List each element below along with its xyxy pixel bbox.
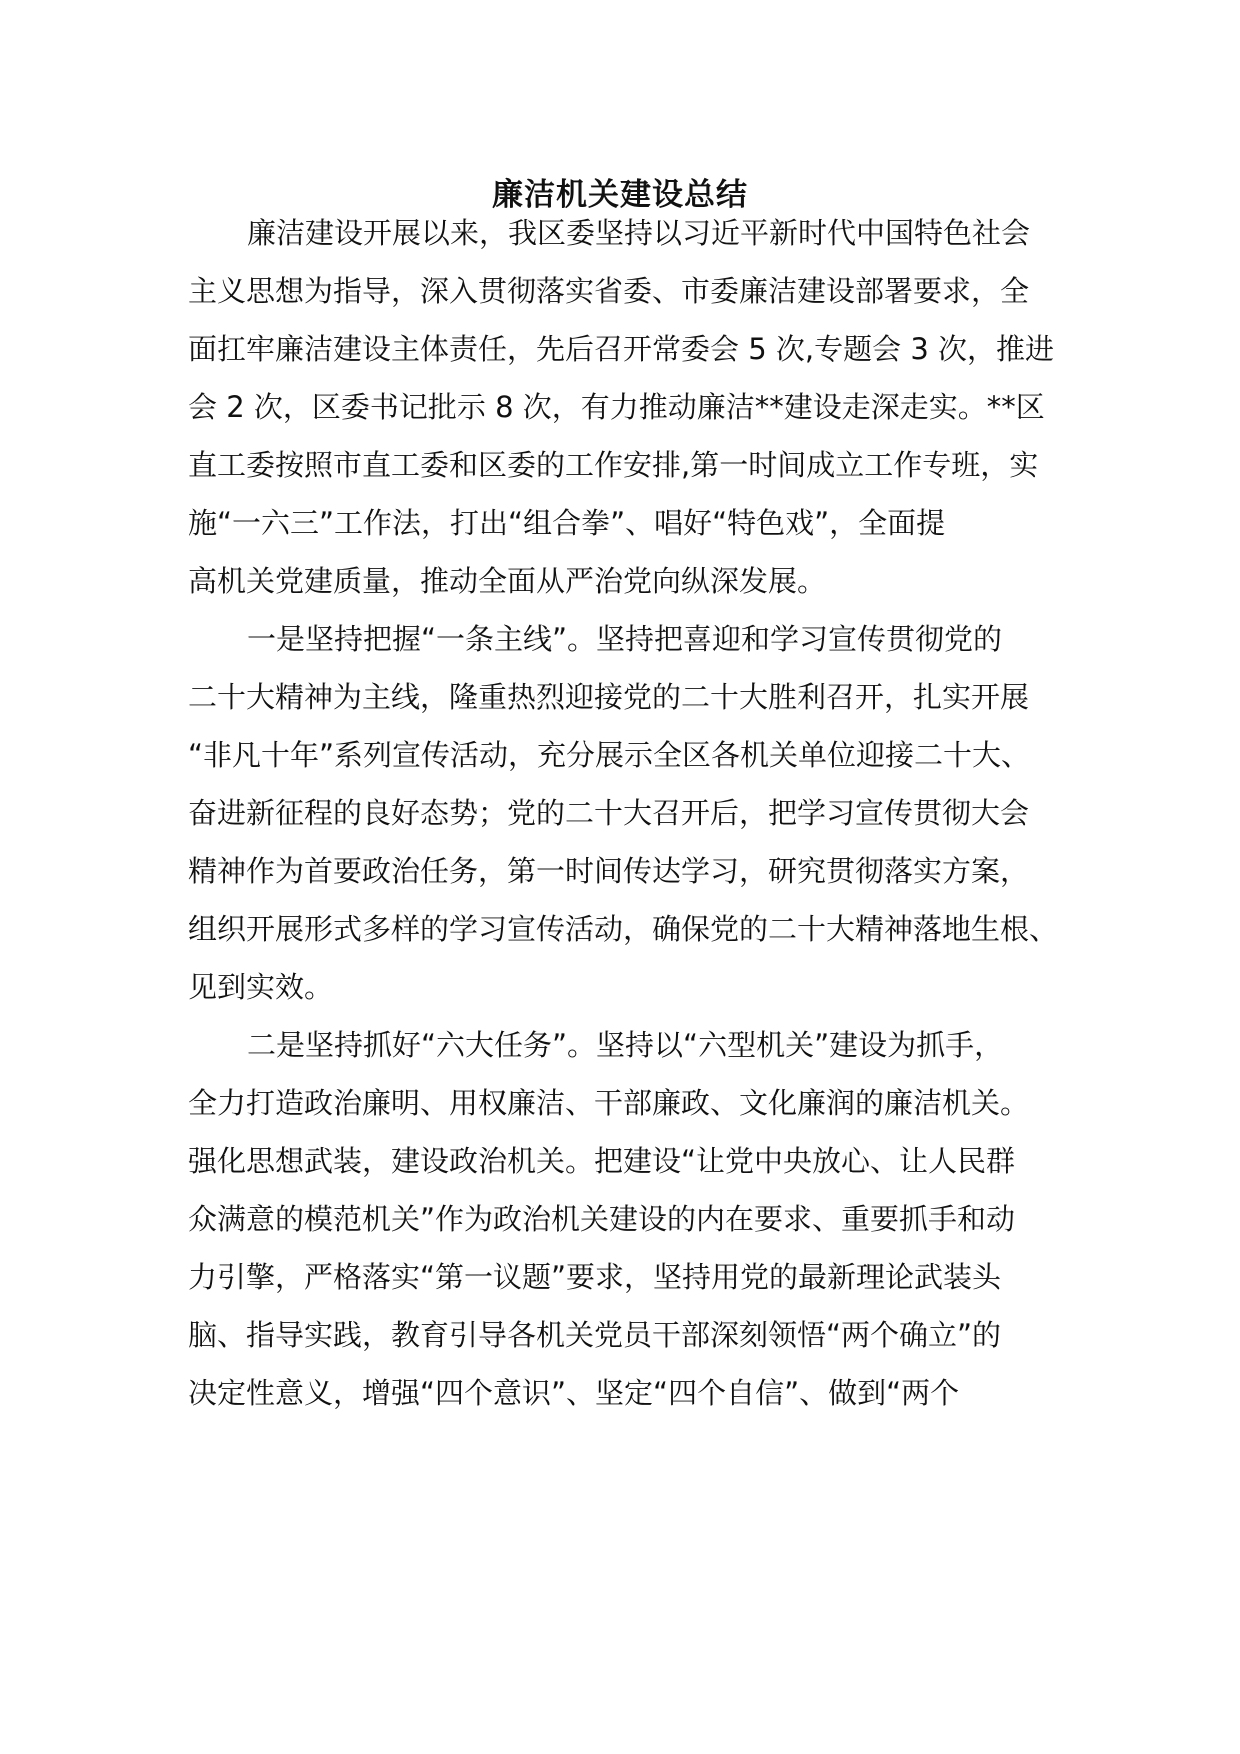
paragraph-line: 面扛牢廉洁建设主体责任，先后召开常委会 5 次,专题会 3 次，推进 (188, 332, 1054, 366)
paragraph-line: 众满意的模范机关”作为政治机关建设的内在要求、重要抓手和动 (188, 1202, 1016, 1236)
paragraph-line: 决定性意义，增强“四个意识”、坚定“四个自信”、做到“两个 (188, 1376, 960, 1410)
paragraph-line: 脑、指导实践，教育引导各机关党员干部深刻领悟“两个确立”的 (188, 1318, 1002, 1352)
paragraph-line: “非凡十年”系列宣传活动，充分展示全区各机关单位迎接二十大、 (188, 738, 1031, 772)
paragraph-line: 二十大精神为主线，隆重热烈迎接党的二十大胜利召开，扎实开展 (188, 680, 1030, 714)
paragraph-line: 一是坚持把握“一条主线”。坚持把喜迎和学习宣传贯彻党的 (247, 622, 1003, 656)
paragraph-line: 廉洁建设开展以来，我区委坚持以习近平新时代中国特色社会 (247, 216, 1031, 250)
paragraph-line: 施“一六三”工作法，打出“组合拳”、唱好“特色戏”，全面提 (188, 506, 946, 540)
paragraph-line: 高机关党建质量，推动全面从严治党向纵深发展。 (188, 564, 827, 598)
paragraph-line: 组织开展形式多样的学习宣传活动，确保党的二十大精神落地生根、 (188, 912, 1059, 946)
paragraph-line: 精神作为首要政治任务，第一时间传达学习，研究贯彻落实方案， (188, 854, 1030, 888)
paragraph-line: 主义思想为指导，深入贯彻落实省委、市委廉洁建设部署要求，全 (188, 274, 1030, 308)
paragraph-line: 二是坚持抓好“六大任务”。坚持以“六型机关”建设为抓手， (247, 1028, 1004, 1062)
paragraph-line: 奋进新征程的良好态势；党的二十大召开后，把学习宣传贯彻大会 (188, 796, 1030, 830)
paragraph-line: 强化思想武装，建设政治机关。把建设“让党中央放心、让人民群 (188, 1144, 1016, 1178)
paragraph-line: 全力打造政治廉明、用权廉洁、干部廉政、文化廉润的廉洁机关。 (188, 1086, 1030, 1120)
paragraph-line: 直工委按照市直工委和区委的工作安排,第一时间成立工作专班，实 (188, 448, 1039, 482)
paragraph-line: 见到实效。 (188, 970, 334, 1004)
paragraph-line: 力引擎，严格落实“第一议题”要求，坚持用党的最新理论武装头 (188, 1260, 1002, 1294)
document-title: 廉洁机关建设总结 (492, 177, 748, 213)
paragraph-line: 会 2 次，区委书记批示 8 次，有力推动廉洁**建设走深走实。**区 (188, 390, 1045, 424)
